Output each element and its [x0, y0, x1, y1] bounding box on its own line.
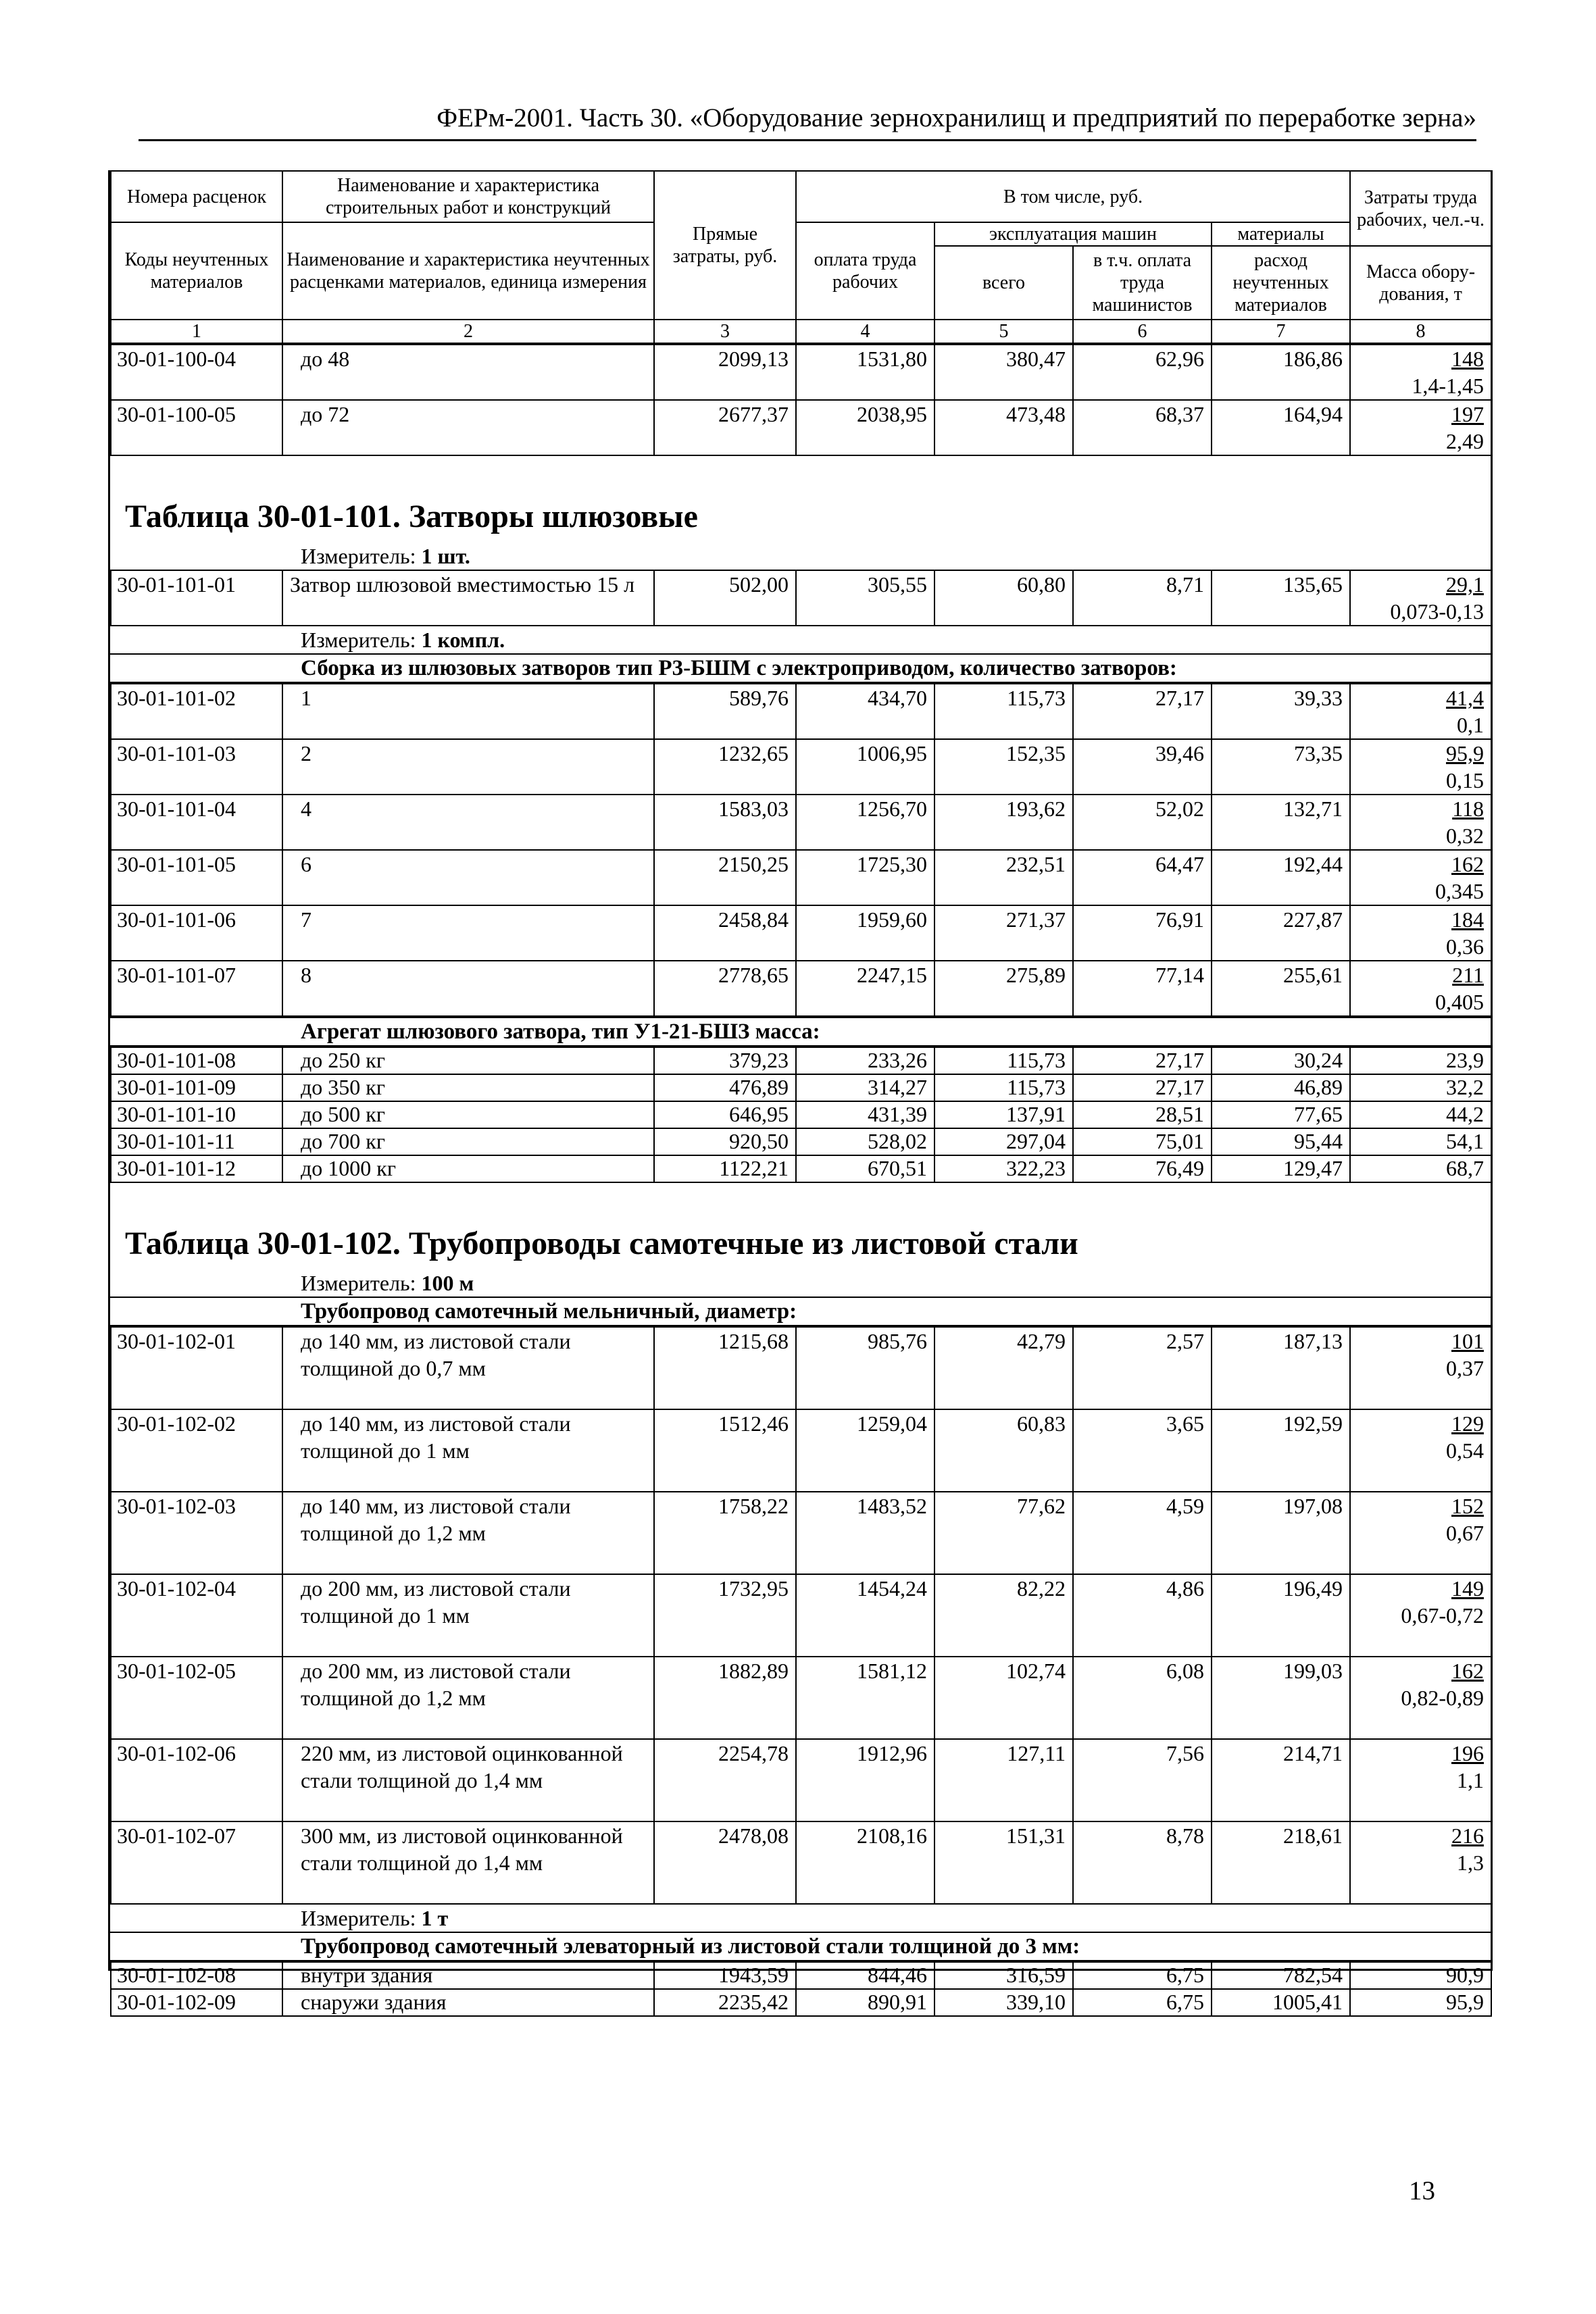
table-row — [111, 570, 1491, 626]
materials: 164,94 — [1212, 400, 1350, 455]
machinist-wage: 8,71 — [1073, 570, 1212, 626]
work-name: 6 — [282, 850, 654, 905]
wage: 844,46 — [796, 1962, 934, 1989]
unit-value: 1 компл. — [421, 628, 505, 652]
work-name: до 48 — [282, 345, 654, 400]
machines-total: 60,83 — [934, 1409, 1073, 1492]
machinist-wage: 27,17 — [1073, 1074, 1212, 1101]
wage: 2108,16 — [796, 1821, 934, 1904]
labor: 41,4 — [1446, 686, 1484, 710]
table-row — [111, 1101, 1491, 1128]
machines-total: 115,73 — [934, 684, 1073, 739]
t102-table-1 — [110, 1326, 1492, 1905]
machinist-wage: 27,17 — [1073, 684, 1212, 739]
direct-costs: 1583,03 — [654, 795, 796, 850]
materials: 782,54 — [1212, 1962, 1350, 1989]
machines-total: 473,48 — [934, 400, 1073, 455]
section-title: Таблица 30-01-102. Трубопроводы самотечные из листовой стали — [125, 1226, 1078, 1261]
machinist-wage: 76,91 — [1073, 905, 1212, 961]
direct-costs: 2235,42 — [654, 1989, 796, 2016]
materials: 129,47 — [1212, 1155, 1350, 1182]
table-row — [111, 739, 1491, 795]
unit-value: 1 шт. — [421, 544, 470, 568]
equipment-mass: 1,4-1,45 — [1412, 374, 1484, 398]
table-row — [111, 1657, 1491, 1739]
rate-code: 30-01-101-06 — [111, 905, 282, 961]
wage: 2038,95 — [796, 400, 934, 455]
materials: 255,61 — [1212, 961, 1350, 1016]
equipment-mass: 0,37 — [1446, 1356, 1484, 1380]
col-materials-header: материалы — [1212, 222, 1350, 246]
equipment-mass: 2,49 — [1446, 429, 1484, 453]
rate-code: 30-01-102-03 — [111, 1492, 282, 1574]
machines-total: 137,91 — [934, 1101, 1073, 1128]
direct-costs: 1215,68 — [654, 1327, 796, 1409]
direct-costs: 502,00 — [654, 570, 796, 626]
equipment-mass: 0,15 — [1446, 768, 1484, 793]
table-row — [111, 1047, 1491, 1074]
materials: 1005,41 — [1212, 1989, 1350, 2016]
direct-costs: 589,76 — [654, 684, 796, 739]
labor: 44,2 — [1446, 1102, 1484, 1126]
equipment-mass: 0,405 — [1435, 990, 1484, 1014]
group-title: Трубопровод самотечный мельничный, диаметр: — [110, 1297, 1491, 1326]
labor: 184 — [1451, 907, 1484, 932]
wage: 1006,95 — [796, 739, 934, 795]
labor: 23,9 — [1446, 1048, 1484, 1072]
wage: 1259,04 — [796, 1409, 934, 1492]
direct-costs: 1232,65 — [654, 739, 796, 795]
equipment-mass: 0,67 — [1446, 1521, 1484, 1545]
direct-costs: 1512,46 — [654, 1409, 796, 1492]
labor: 95,9 — [1446, 741, 1484, 765]
machinist-wage: 76,49 — [1073, 1155, 1212, 1182]
rate-code: 30-01-101-01 — [111, 570, 282, 626]
work-name: до 72 — [282, 400, 654, 455]
col-machines-total-header: всего — [934, 246, 1073, 320]
machines-total: 115,73 — [934, 1047, 1073, 1074]
rate-code: 30-01-101-12 — [111, 1155, 282, 1182]
machines-total: 297,04 — [934, 1128, 1073, 1155]
table-row — [111, 850, 1491, 905]
table-row — [111, 905, 1491, 961]
labor: 216 — [1451, 1823, 1484, 1848]
machinist-wage: 77,14 — [1073, 961, 1212, 1016]
rate-code: 30-01-100-04 — [111, 345, 282, 400]
top-rows-table — [110, 344, 1492, 456]
machines-total: 193,62 — [934, 795, 1073, 850]
wage: 890,91 — [796, 1989, 934, 2016]
rate-code: 30-01-102-01 — [111, 1327, 282, 1409]
work-name: до 1000 кг — [282, 1155, 654, 1182]
machines-total: 152,35 — [934, 739, 1073, 795]
direct-costs: 920,50 — [654, 1128, 796, 1155]
materials: 95,44 — [1212, 1128, 1350, 1155]
work-name: 2 — [282, 739, 654, 795]
equipment-mass: 0,82-0,89 — [1401, 1686, 1484, 1710]
materials: 199,03 — [1212, 1657, 1350, 1739]
unit-value: 1 т — [421, 1906, 449, 1930]
unit-label: Измеритель: — [301, 1271, 422, 1295]
work-name: до 500 кг — [282, 1101, 654, 1128]
wage: 1483,52 — [796, 1492, 934, 1574]
table-row — [111, 961, 1491, 1016]
labor: 196 — [1451, 1741, 1484, 1765]
rate-code: 30-01-101-10 — [111, 1101, 282, 1128]
wage: 305,55 — [796, 570, 934, 626]
direct-costs: 646,95 — [654, 1101, 796, 1128]
rate-code: 30-01-101-07 — [111, 961, 282, 1016]
rate-code: 30-01-102-02 — [111, 1409, 282, 1492]
work-name: до 200 мм, из листовой стали толщиной до 1 мм — [282, 1574, 654, 1657]
t101-table-1 — [110, 570, 1492, 626]
table-row — [111, 1155, 1491, 1182]
wage: 2247,15 — [796, 961, 934, 1016]
work-name: 4 — [282, 795, 654, 850]
direct-costs: 476,89 — [654, 1074, 796, 1101]
rate-code: 30-01-101-08 — [111, 1047, 282, 1074]
direct-costs: 2778,65 — [654, 961, 796, 1016]
machines-total: 339,10 — [934, 1989, 1073, 2016]
materials: 187,13 — [1212, 1327, 1350, 1409]
rate-code: 30-01-100-05 — [111, 400, 282, 455]
machines-total: 275,89 — [934, 961, 1073, 1016]
t101-table-2 — [110, 683, 1492, 1017]
rate-code: 30-01-101-03 — [111, 739, 282, 795]
materials: 218,61 — [1212, 1821, 1350, 1904]
table-row — [111, 1409, 1491, 1492]
work-name: до 250 кг — [282, 1047, 654, 1074]
column-header — [110, 170, 1492, 344]
wage: 431,39 — [796, 1101, 934, 1128]
machines-total: 151,31 — [934, 1821, 1073, 1904]
machines-total: 380,47 — [934, 345, 1073, 400]
col-number: 6 — [1073, 320, 1212, 343]
direct-costs: 2458,84 — [654, 905, 796, 961]
direct-costs: 1758,22 — [654, 1492, 796, 1574]
table-row — [111, 345, 1491, 400]
wage: 1454,24 — [796, 1574, 934, 1657]
materials: 39,33 — [1212, 684, 1350, 739]
equipment-mass: 0,1 — [1457, 713, 1484, 737]
equipment-mass: 0,36 — [1446, 934, 1484, 959]
col-machinist-wage-header: в т.ч. оплата труда машинистов — [1073, 246, 1212, 320]
materials: 77,65 — [1212, 1101, 1350, 1128]
labor: 197 — [1451, 402, 1484, 426]
work-name: 300 мм, из листовой оцинкованной стали толщиной до 1,4 мм — [282, 1821, 654, 1904]
machinist-wage: 6,08 — [1073, 1657, 1212, 1739]
machinist-wage: 75,01 — [1073, 1128, 1212, 1155]
labor: 162 — [1451, 1659, 1484, 1683]
rate-code: 30-01-102-08 — [111, 1962, 282, 1989]
wage: 1912,96 — [796, 1739, 934, 1821]
machines-total: 115,73 — [934, 1074, 1073, 1101]
labor: 29,1 — [1446, 572, 1484, 597]
rate-code: 30-01-101-11 — [111, 1128, 282, 1155]
col-labor-header: Затраты труда рабочих, чел.-ч. — [1350, 171, 1491, 246]
direct-costs: 2150,25 — [654, 850, 796, 905]
table-row — [111, 1739, 1491, 1821]
direct-costs: 1882,89 — [654, 1657, 796, 1739]
unit-label: Измеритель: — [301, 628, 422, 652]
table-row — [111, 400, 1491, 455]
rate-code: 30-01-102-07 — [111, 1821, 282, 1904]
materials: 196,49 — [1212, 1574, 1350, 1657]
equipment-mass: 0,073-0,13 — [1390, 599, 1484, 624]
group-title: Агрегат шлюзового затвора, тип У1-21-БШЗ масса: — [110, 1017, 1491, 1047]
machinist-wage: 6,75 — [1073, 1962, 1212, 1989]
page-header: ФЕРм-2001. Часть 30. «Оборудование зернохранилищ и предприятий по переработке зерна» — [139, 101, 1476, 141]
materials: 214,71 — [1212, 1739, 1350, 1821]
materials: 30,24 — [1212, 1047, 1350, 1074]
page-number: 13 — [1409, 2176, 1435, 2205]
machinist-wage: 68,37 — [1073, 400, 1212, 455]
table-row — [111, 1574, 1491, 1657]
work-name: 220 мм, из листовой оцинкованной стали толщиной до 1,4 мм — [282, 1739, 654, 1821]
work-name: внутри здания — [282, 1962, 654, 1989]
equipment-mass: 1,1 — [1457, 1768, 1484, 1792]
equipment-mass: 0,345 — [1435, 879, 1484, 903]
group-title: Сборка из шлюзовых затворов тип Р3-БШМ с электроприводом, количество затворов: — [110, 653, 1491, 683]
direct-costs: 2099,13 — [654, 345, 796, 400]
wage: 434,70 — [796, 684, 934, 739]
table-row — [111, 795, 1491, 850]
table-row — [111, 1821, 1491, 1904]
labor: 101 — [1451, 1329, 1484, 1353]
machinist-wage: 4,59 — [1073, 1492, 1212, 1574]
work-name: 8 — [282, 961, 654, 1016]
materials: 135,65 — [1212, 570, 1350, 626]
equipment-mass: 0,67-0,72 — [1401, 1603, 1484, 1628]
work-name: 7 — [282, 905, 654, 961]
col-mass-header: Масса обору-дования, т — [1350, 246, 1491, 320]
work-name: до 140 мм, из листовой стали толщиной до 0,7 мм — [282, 1327, 654, 1409]
table-row — [111, 1492, 1491, 1574]
rate-code: 30-01-102-05 — [111, 1657, 282, 1739]
col-number: 8 — [1350, 320, 1491, 343]
table-row — [111, 684, 1491, 739]
col-names-header: Наименование и характеристика строительных работ и конструкций — [282, 171, 654, 222]
materials: 46,89 — [1212, 1074, 1350, 1101]
t102-table-2 — [110, 1961, 1492, 2017]
machinist-wage: 7,56 — [1073, 1739, 1212, 1821]
wage: 233,26 — [796, 1047, 934, 1074]
labor: 95,9 — [1446, 1990, 1484, 2014]
machines-total: 102,74 — [934, 1657, 1073, 1739]
machinist-wage: 62,96 — [1073, 345, 1212, 400]
col-direct-costs-header: Прямые затраты, руб. — [654, 171, 796, 320]
direct-costs: 1122,21 — [654, 1155, 796, 1182]
direct-costs: 1732,95 — [654, 1574, 796, 1657]
wage: 1725,30 — [796, 850, 934, 905]
rate-code: 30-01-101-05 — [111, 850, 282, 905]
machinist-wage: 6,75 — [1073, 1989, 1212, 2016]
col-including-header: В том числе, руб. — [796, 171, 1350, 222]
wage: 1531,80 — [796, 345, 934, 400]
unit-label: Измеритель: — [301, 1906, 422, 1930]
unit-label: Измеритель: — [301, 544, 422, 568]
labor: 129 — [1451, 1411, 1484, 1436]
materials: 73,35 — [1212, 739, 1350, 795]
col-number: 2 — [282, 320, 654, 343]
machinist-wage: 39,46 — [1073, 739, 1212, 795]
machines-total: 316,59 — [934, 1962, 1073, 1989]
group-title: Трубопровод самотечный элеваторный из листовой стали толщиной до 3 мм: — [110, 1932, 1491, 1961]
materials: 192,59 — [1212, 1409, 1350, 1492]
table-row — [111, 1074, 1491, 1101]
machinist-wage: 28,51 — [1073, 1101, 1212, 1128]
materials: 227,87 — [1212, 905, 1350, 961]
work-name: 1 — [282, 684, 654, 739]
machines-total: 42,79 — [934, 1327, 1073, 1409]
price-sheet — [108, 170, 1493, 2014]
rate-code: 30-01-101-02 — [111, 684, 282, 739]
machinist-wage: 52,02 — [1073, 795, 1212, 850]
section-title: Таблица 30-01-101. Затворы шлюзовые — [125, 499, 698, 534]
machinist-wage: 27,17 — [1073, 1047, 1212, 1074]
machines-total: 77,62 — [934, 1492, 1073, 1574]
labor: 152 — [1451, 1494, 1484, 1518]
col-number: 4 — [796, 320, 934, 343]
col-number: 5 — [934, 320, 1073, 343]
col-number: 7 — [1212, 320, 1350, 343]
labor: 32,2 — [1446, 1075, 1484, 1099]
labor: 162 — [1451, 852, 1484, 876]
unit-line — [110, 1269, 1491, 1297]
direct-costs: 2478,08 — [654, 1821, 796, 1904]
materials: 197,08 — [1212, 1492, 1350, 1574]
table-row — [111, 1128, 1491, 1155]
materials: 192,44 — [1212, 850, 1350, 905]
col-material-codes-header: Коды неучтенных материалов — [111, 222, 282, 320]
work-name: снаружи здания — [282, 1989, 654, 2016]
col-wage-header: оплата труда рабочих — [796, 222, 934, 320]
direct-costs: 2254,78 — [654, 1739, 796, 1821]
materials: 132,71 — [1212, 795, 1350, 850]
unit-line — [110, 543, 1491, 570]
labor: 149 — [1451, 1576, 1484, 1601]
direct-costs: 2677,37 — [654, 400, 796, 455]
unit-value: 100 м — [421, 1271, 474, 1295]
work-name: Затвор шлюзовой вместимостью 15 л — [282, 570, 654, 626]
labor: 90,9 — [1446, 1963, 1484, 1987]
machinist-wage: 8,78 — [1073, 1821, 1212, 1904]
rate-code: 30-01-102-09 — [111, 1989, 282, 2016]
rate-code: 30-01-101-09 — [111, 1074, 282, 1101]
machines-total: 232,51 — [934, 850, 1073, 905]
wage: 670,51 — [796, 1155, 934, 1182]
direct-costs: 379,23 — [654, 1047, 796, 1074]
rate-code: 30-01-102-04 — [111, 1574, 282, 1657]
machines-total: 271,37 — [934, 905, 1073, 961]
machines-total: 82,22 — [934, 1574, 1073, 1657]
col-codes-header: Номера расценок — [111, 171, 282, 222]
col-material-names-header: Наименование и характеристика неучтенных расценками материалов, единица измерения — [282, 222, 654, 320]
equipment-mass: 1,3 — [1457, 1851, 1484, 1875]
unit-line — [110, 626, 1491, 653]
rate-code: 30-01-101-04 — [111, 795, 282, 850]
labor: 118 — [1452, 797, 1484, 821]
equipment-mass: 0,32 — [1446, 824, 1484, 848]
work-name: до 140 мм, из листовой стали толщиной до 1,2 мм — [282, 1492, 654, 1574]
wage: 314,27 — [796, 1074, 934, 1101]
work-name: до 350 кг — [282, 1074, 654, 1101]
col-machines-header: эксплуатация машин — [934, 222, 1212, 246]
col-number: 1 — [111, 320, 282, 343]
unit-line — [110, 1905, 1491, 1932]
wage: 1581,12 — [796, 1657, 934, 1739]
materials: 186,86 — [1212, 345, 1350, 400]
wage: 1959,60 — [796, 905, 934, 961]
wage: 1256,70 — [796, 795, 934, 850]
wage: 985,76 — [796, 1327, 934, 1409]
equipment-mass: 0,54 — [1446, 1438, 1484, 1463]
table-row — [111, 1962, 1491, 1989]
machinist-wage: 4,86 — [1073, 1574, 1212, 1657]
labor: 211 — [1452, 963, 1484, 987]
labor: 148 — [1451, 347, 1484, 371]
rate-code: 30-01-102-06 — [111, 1739, 282, 1821]
machines-total: 60,80 — [934, 570, 1073, 626]
work-name: до 700 кг — [282, 1128, 654, 1155]
machinist-wage: 2,57 — [1073, 1327, 1212, 1409]
col-number: 3 — [654, 320, 796, 343]
work-name: до 200 мм, из листовой стали толщиной до 1,2 мм — [282, 1657, 654, 1739]
machines-total: 322,23 — [934, 1155, 1073, 1182]
table-row — [111, 1327, 1491, 1409]
table-row — [111, 1989, 1491, 2016]
direct-costs: 1943,59 — [654, 1962, 796, 1989]
wage: 528,02 — [796, 1128, 934, 1155]
machinist-wage: 64,47 — [1073, 850, 1212, 905]
t101-table-3 — [110, 1047, 1492, 1183]
labor: 54,1 — [1446, 1129, 1484, 1153]
work-name: до 140 мм, из листовой стали толщиной до 1 мм — [282, 1409, 654, 1492]
labor: 68,7 — [1446, 1156, 1484, 1180]
machines-total: 127,11 — [934, 1739, 1073, 1821]
col-material-consumption-header: расход неучтенных материалов — [1212, 246, 1350, 320]
machinist-wage: 3,65 — [1073, 1409, 1212, 1492]
